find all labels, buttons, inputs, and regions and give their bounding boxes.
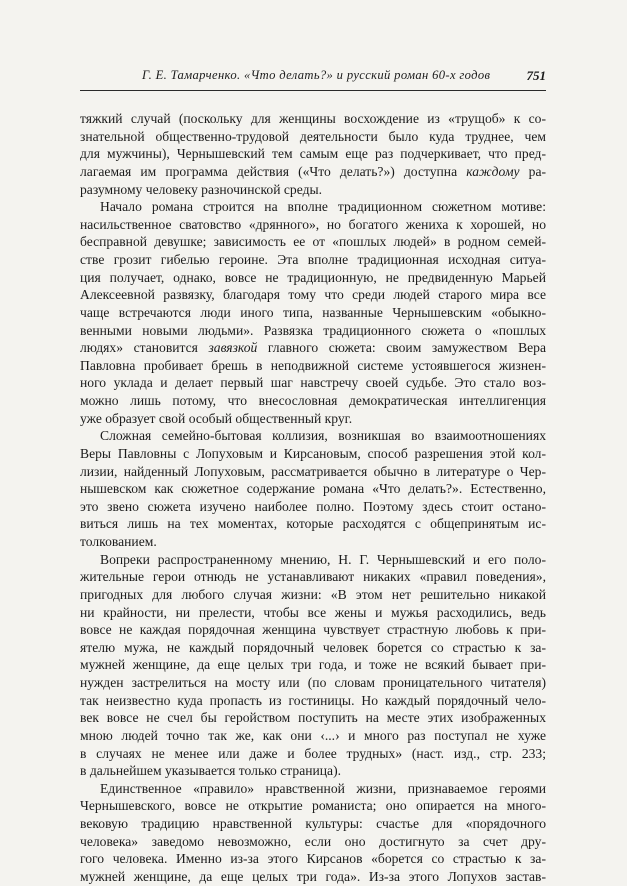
text-line: стве грозит гибелью героине. Эта вполне традиционная исходная ситуа- [80,252,546,267]
text-line: вековую традицию нравственной культуры: счастье для «порядочного [80,816,546,831]
text-line: Сложная семейно-бытовая коллизия, возникшая во взаимоотношениях [100,428,546,444]
text-line: Павловна пробивает брешь в неподвижной системе устоявшегося жизнен- [80,357,546,373]
text-line: это звено сюжета изучено наиболее полно. Поэтому здесь стоит остано- [80,498,546,514]
paragraph-4 [80,551,546,780]
text-line: ни крайности, ни прелести, чтобы все жены и мужья расходились, ведь [80,604,546,620]
text-line: тяжкий случай (поскольку для женщины восхождение из «трущоб» к со- [80,111,546,126]
page-number: 751 [526,68,546,83]
text-line: Чернышевского, вовсе не открытие романиста; оно опирается на много- [80,798,546,814]
text-line: мною людей точно так же, как они ‹...› и много раз поступал не хуже [80,727,546,743]
text-line: Вопреки распространенному мнению, Н. Г. Чернышевский и его поло- [100,551,546,567]
text-line: в случаях не менее или даже и более трудных» (наст. изд., стр. 233; [80,745,546,761]
paragraph-3 [80,427,546,550]
text-line: нышевском как сюжетное содержание романа «Что делать?». Естественно, [80,481,546,497]
text-line: мужней женщине, да еще целых три года». Из-за этого Лопухов застав- [80,868,546,884]
text-line: бесправной девушке; зависимость ее от «пошлых людей» в родном семей- [80,234,546,250]
body-text [80,110,546,886]
paragraph-1 [80,110,546,198]
text-line: знательной общественно-трудовой деятельности было куда труднее, чем [80,128,546,144]
text-line: для мужчины), Чернышевский тем самым еще раз подчеркивает, что пред- [80,146,546,162]
text-line: разумному человеку разночинской среды. [80,181,323,197]
text-line: Единственное «правило» нравственной жизни, признаваемое героями [100,780,546,796]
emphasis-word: каждому [466,163,520,179]
header-rule [80,90,546,91]
text-line: виться лишь на тех моментах, которые расходятся с общепринятым ис- [80,516,546,532]
text-line: мужней женщине, да еще целых три года, и тоже не всякий бывает при- [80,657,546,673]
text-line-with-emphasis [80,339,546,357]
text-line: гого человека. Именно из-за этого Кирсанов «борется со страстью к за- [80,851,546,867]
text-line: ного уклада и делает первый шаг навстречу своей судьбе. Это стало воз- [80,375,546,391]
text-line: уже образует свой особый общественный круг. [80,410,353,426]
paragraph-2 [80,198,546,427]
text-line: ция получает, однако, вовсе не традиционную, не предвиденную Марьей [80,269,546,285]
text-line: человека» заведомо невозможно, если оно достигнуто за счет дру- [80,833,546,849]
text-line: в дальнейшем указывается только страница). [80,763,342,779]
text-line: жительные герои отнюдь не устанавливают никаких «правил поведения», [80,569,546,585]
text-line: пригодных для любого случая жизни: «В этом нет решительно никакой [80,586,546,602]
text-line: век вовсе не счел бы геройством поступить на месте этих изображенных [80,710,546,726]
text-line: можно лишь потому, что внесословная демократическая интеллигенция [80,393,546,408]
text-line: венными новыми людьми». Развязка традиционного сюжета о «пошлых [80,322,546,338]
text-line-with-emphasis: лагаемая им программа действия («Что делать?») доступна каждому ра- [80,163,546,179]
text-fragment: главного сюжета: своим замужеством Вера [257,340,546,356]
text-line: чаще встречаются люди иного типа, названные Чернышевским «обыкно- [80,304,546,320]
paragraph-5 [80,780,546,886]
text-line: лизии, найденный Лопуховым, рассматривается обычно в литературе о Чер- [80,463,546,479]
text-line: Начало романа строится на вполне традиционном сюжетном мотиве: [100,199,546,215]
text-line: так неизвестно куда пропасть из гостиницы. Но каждый порядочный чело- [80,692,546,708]
emphasis-word: завязкой [208,340,258,356]
text-line: Алексеевной развязку, благодаря тому что среди людей старого мира все [80,287,546,303]
text-line: нужден застрелиться на мосту или (по словам проницательного читателя) [80,675,546,690]
text-line: насильственное сватовство «дрянного», но богатого жениха к хорошей, но [80,216,546,232]
text-fragment: людях» становится [80,340,209,356]
text-line: Веры Павловны с Лопуховым и Кирсановым, способ разрешения этой кол- [80,445,546,461]
text-fragment: лагаемая им программа действия («Что делать?») доступна [80,163,467,179]
text-line: ятелю мужа, не каждый порядочный человек борется со страстью к за- [80,639,546,655]
running-head-title: Г. Е. Тамарченко. «Что делать?» и русский роман 60-х годов [142,68,491,82]
text-line: вовсе не каждая порядочная женщина чувствует страстную любовь к при- [80,622,546,638]
text-line: толкованием. [80,534,157,549]
running-head [80,68,546,88]
